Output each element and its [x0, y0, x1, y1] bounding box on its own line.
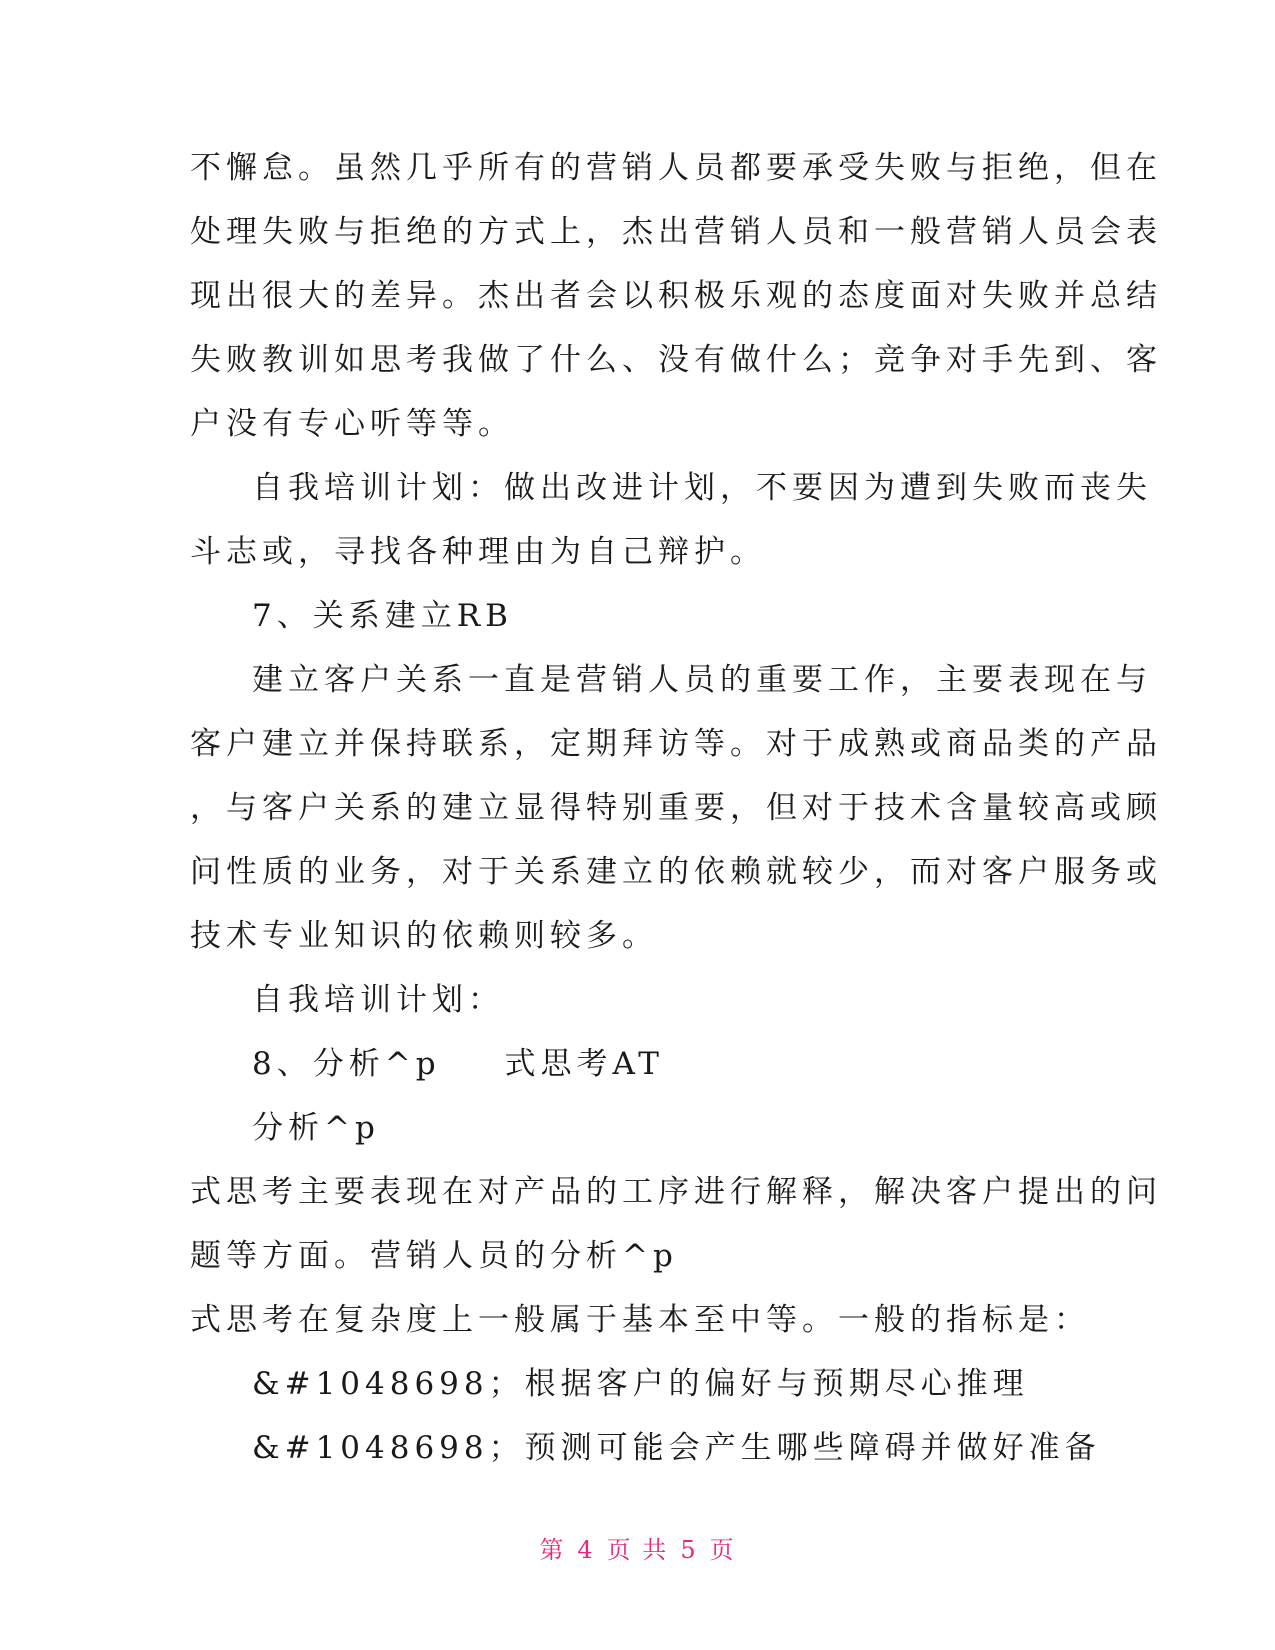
text-line: 自我培训计划：: [252, 982, 504, 1018]
text-line: 客户建立并保持联系，定期拜访等。对于成熟或商品类的产品: [190, 726, 1162, 762]
text-line: ，与客户关系的建立显得特别重要，但对于技术含量较高或顾: [190, 790, 1162, 826]
section-heading: 7、关系建立RB: [252, 598, 513, 634]
section-heading-part: 式思考AT: [504, 1046, 664, 1082]
text-line: 现出很大的差异。杰出者会以积极乐观的态度面对失败并总结: [190, 278, 1162, 314]
list-item: &#1048698；根据客户的偏好与预期尽心推理: [252, 1366, 1029, 1402]
text-line: 问性质的业务，对于关系建立的依赖就较少，而对客户服务或: [190, 854, 1162, 890]
page-number-footer: [0, 1530, 1275, 1565]
section-heading-part: 8、分析^p: [252, 1046, 441, 1082]
current-page-number: 4: [577, 1536, 595, 1564]
text-line: 分析^p: [252, 1110, 380, 1146]
text-line: 建立客户关系一直是营销人员的重要工作，主要表现在与: [252, 662, 1152, 698]
text-line: 题等方面。营销人员的分析^p: [190, 1238, 678, 1274]
footer-suffix: 页: [709, 1536, 736, 1564]
text-line: 户没有专心听等等。: [190, 406, 514, 442]
document-body: [190, 136, 1162, 1480]
text-line: 斗志或，寻找各种理由为自己辩护。: [190, 534, 766, 570]
text-line: 式思考主要表现在对产品的工序进行解释，解决客户提出的问: [190, 1174, 1162, 1210]
section-heading: [190, 1032, 1090, 1096]
total-pages-number: 5: [680, 1536, 698, 1564]
text-line: 技术专业知识的依赖则较多。: [190, 918, 658, 954]
text-line: 不懈怠。虽然几乎所有的营销人员都要承受失败与拒绝，但在: [190, 150, 1162, 186]
footer-middle: 页 共: [606, 1536, 669, 1564]
list-item: &#1048698；预测可能会产生哪些障碍并做好准备: [252, 1430, 1101, 1466]
text-line: 式思考在复杂度上一般属于基本至中等。一般的指标是：: [190, 1302, 1090, 1338]
text-line: 失败教训如思考我做了什么、没有做什么；竞争对手先到、客: [190, 342, 1162, 378]
text-line: 处理失败与拒绝的方式上，杰出营销人员和一般营销人员会表: [190, 214, 1162, 250]
footer-prefix: 第: [539, 1536, 566, 1564]
text-line: 自我培训计划：做出改进计划，不要因为遭到失败而丧失: [252, 470, 1152, 506]
